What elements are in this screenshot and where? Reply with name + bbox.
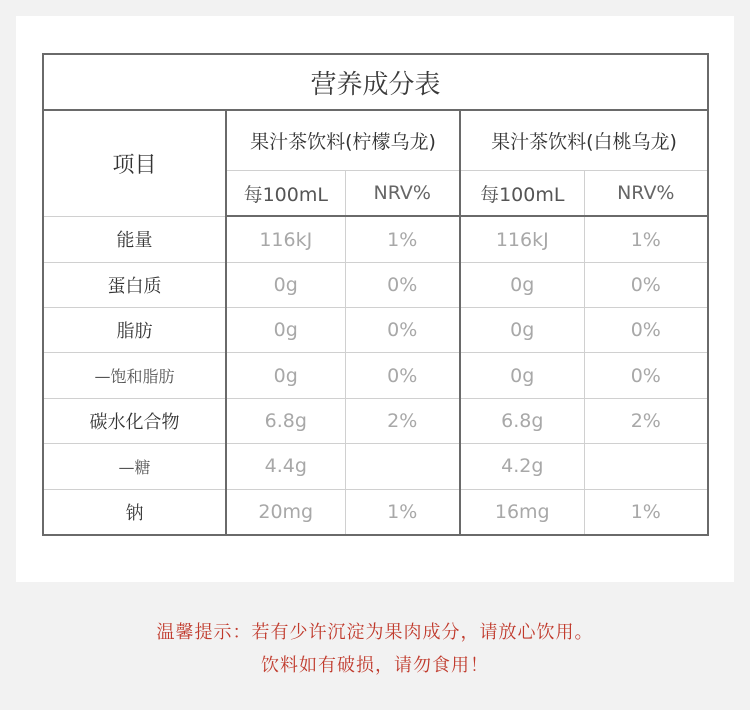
value-cell: 16mg bbox=[460, 489, 584, 535]
value-cell: 0% bbox=[584, 262, 708, 307]
table-row bbox=[43, 308, 708, 353]
value-cell: 2% bbox=[584, 398, 708, 443]
value-cell: 0g bbox=[226, 308, 345, 353]
value-cell: 1% bbox=[345, 216, 460, 262]
value-cell: 0g bbox=[226, 262, 345, 307]
table-row bbox=[43, 444, 708, 489]
row-label-sodium: 钠 bbox=[43, 489, 226, 535]
row-label-carbohydrate: 碳水化合物 bbox=[43, 398, 226, 443]
value-cell: 1% bbox=[345, 489, 460, 535]
table-row bbox=[43, 489, 708, 535]
value-cell: 0% bbox=[584, 353, 708, 398]
item-column-header: 项目 bbox=[43, 110, 226, 216]
value-cell: 0% bbox=[345, 353, 460, 398]
value-cell: 116kJ bbox=[226, 216, 345, 262]
value-cell: 116kJ bbox=[460, 216, 584, 262]
table-row bbox=[43, 398, 708, 443]
table-row bbox=[43, 216, 708, 262]
product-header-peach-oolong: 果汁茶饮料(白桃乌龙) bbox=[460, 110, 708, 170]
value-cell: 0% bbox=[584, 308, 708, 353]
amount-header-peach: 每100mL bbox=[460, 170, 584, 216]
value-cell: 0% bbox=[345, 308, 460, 353]
nrv-header-peach: NRV% bbox=[584, 170, 708, 216]
value-cell: 6.8g bbox=[460, 398, 584, 443]
value-cell: 20mg bbox=[226, 489, 345, 535]
value-cell: 0g bbox=[460, 262, 584, 307]
value-cell: 4.2g bbox=[460, 444, 584, 489]
value-cell: 0g bbox=[226, 353, 345, 398]
nutrition-facts-table bbox=[42, 53, 709, 536]
value-cell: 6.8g bbox=[226, 398, 345, 443]
row-label-energy: 能量 bbox=[43, 216, 226, 262]
row-label-protein: 蛋白质 bbox=[43, 262, 226, 307]
value-cell: 4.4g bbox=[226, 444, 345, 489]
value-cell: 0% bbox=[345, 262, 460, 307]
value-cell bbox=[345, 444, 460, 489]
warning-line-damage: 饮料如有破损，请勿食用！ bbox=[261, 655, 489, 676]
table-row bbox=[43, 262, 708, 307]
value-cell: 2% bbox=[345, 398, 460, 443]
nutrition-panel bbox=[16, 16, 734, 582]
nrv-header-lemon: NRV% bbox=[345, 170, 460, 216]
amount-header-lemon: 每100mL bbox=[226, 170, 345, 216]
value-cell: 1% bbox=[584, 216, 708, 262]
row-label-saturated-fat: —饱和脂肪 bbox=[43, 353, 226, 398]
row-label-fat: 脂肪 bbox=[43, 308, 226, 353]
product-header-lemon-oolong: 果汁茶饮料(柠檬乌龙) bbox=[226, 110, 460, 170]
value-cell: 0g bbox=[460, 308, 584, 353]
table-title: 营养成分表 bbox=[43, 54, 708, 110]
warning-line-sediment: 温馨提示：若有少许沉淀为果肉成分，请放心饮用。 bbox=[156, 622, 594, 643]
row-label-sugar: —糖 bbox=[43, 444, 226, 489]
value-cell: 1% bbox=[584, 489, 708, 535]
table-row bbox=[43, 353, 708, 398]
value-cell: 0g bbox=[460, 353, 584, 398]
value-cell bbox=[584, 444, 708, 489]
